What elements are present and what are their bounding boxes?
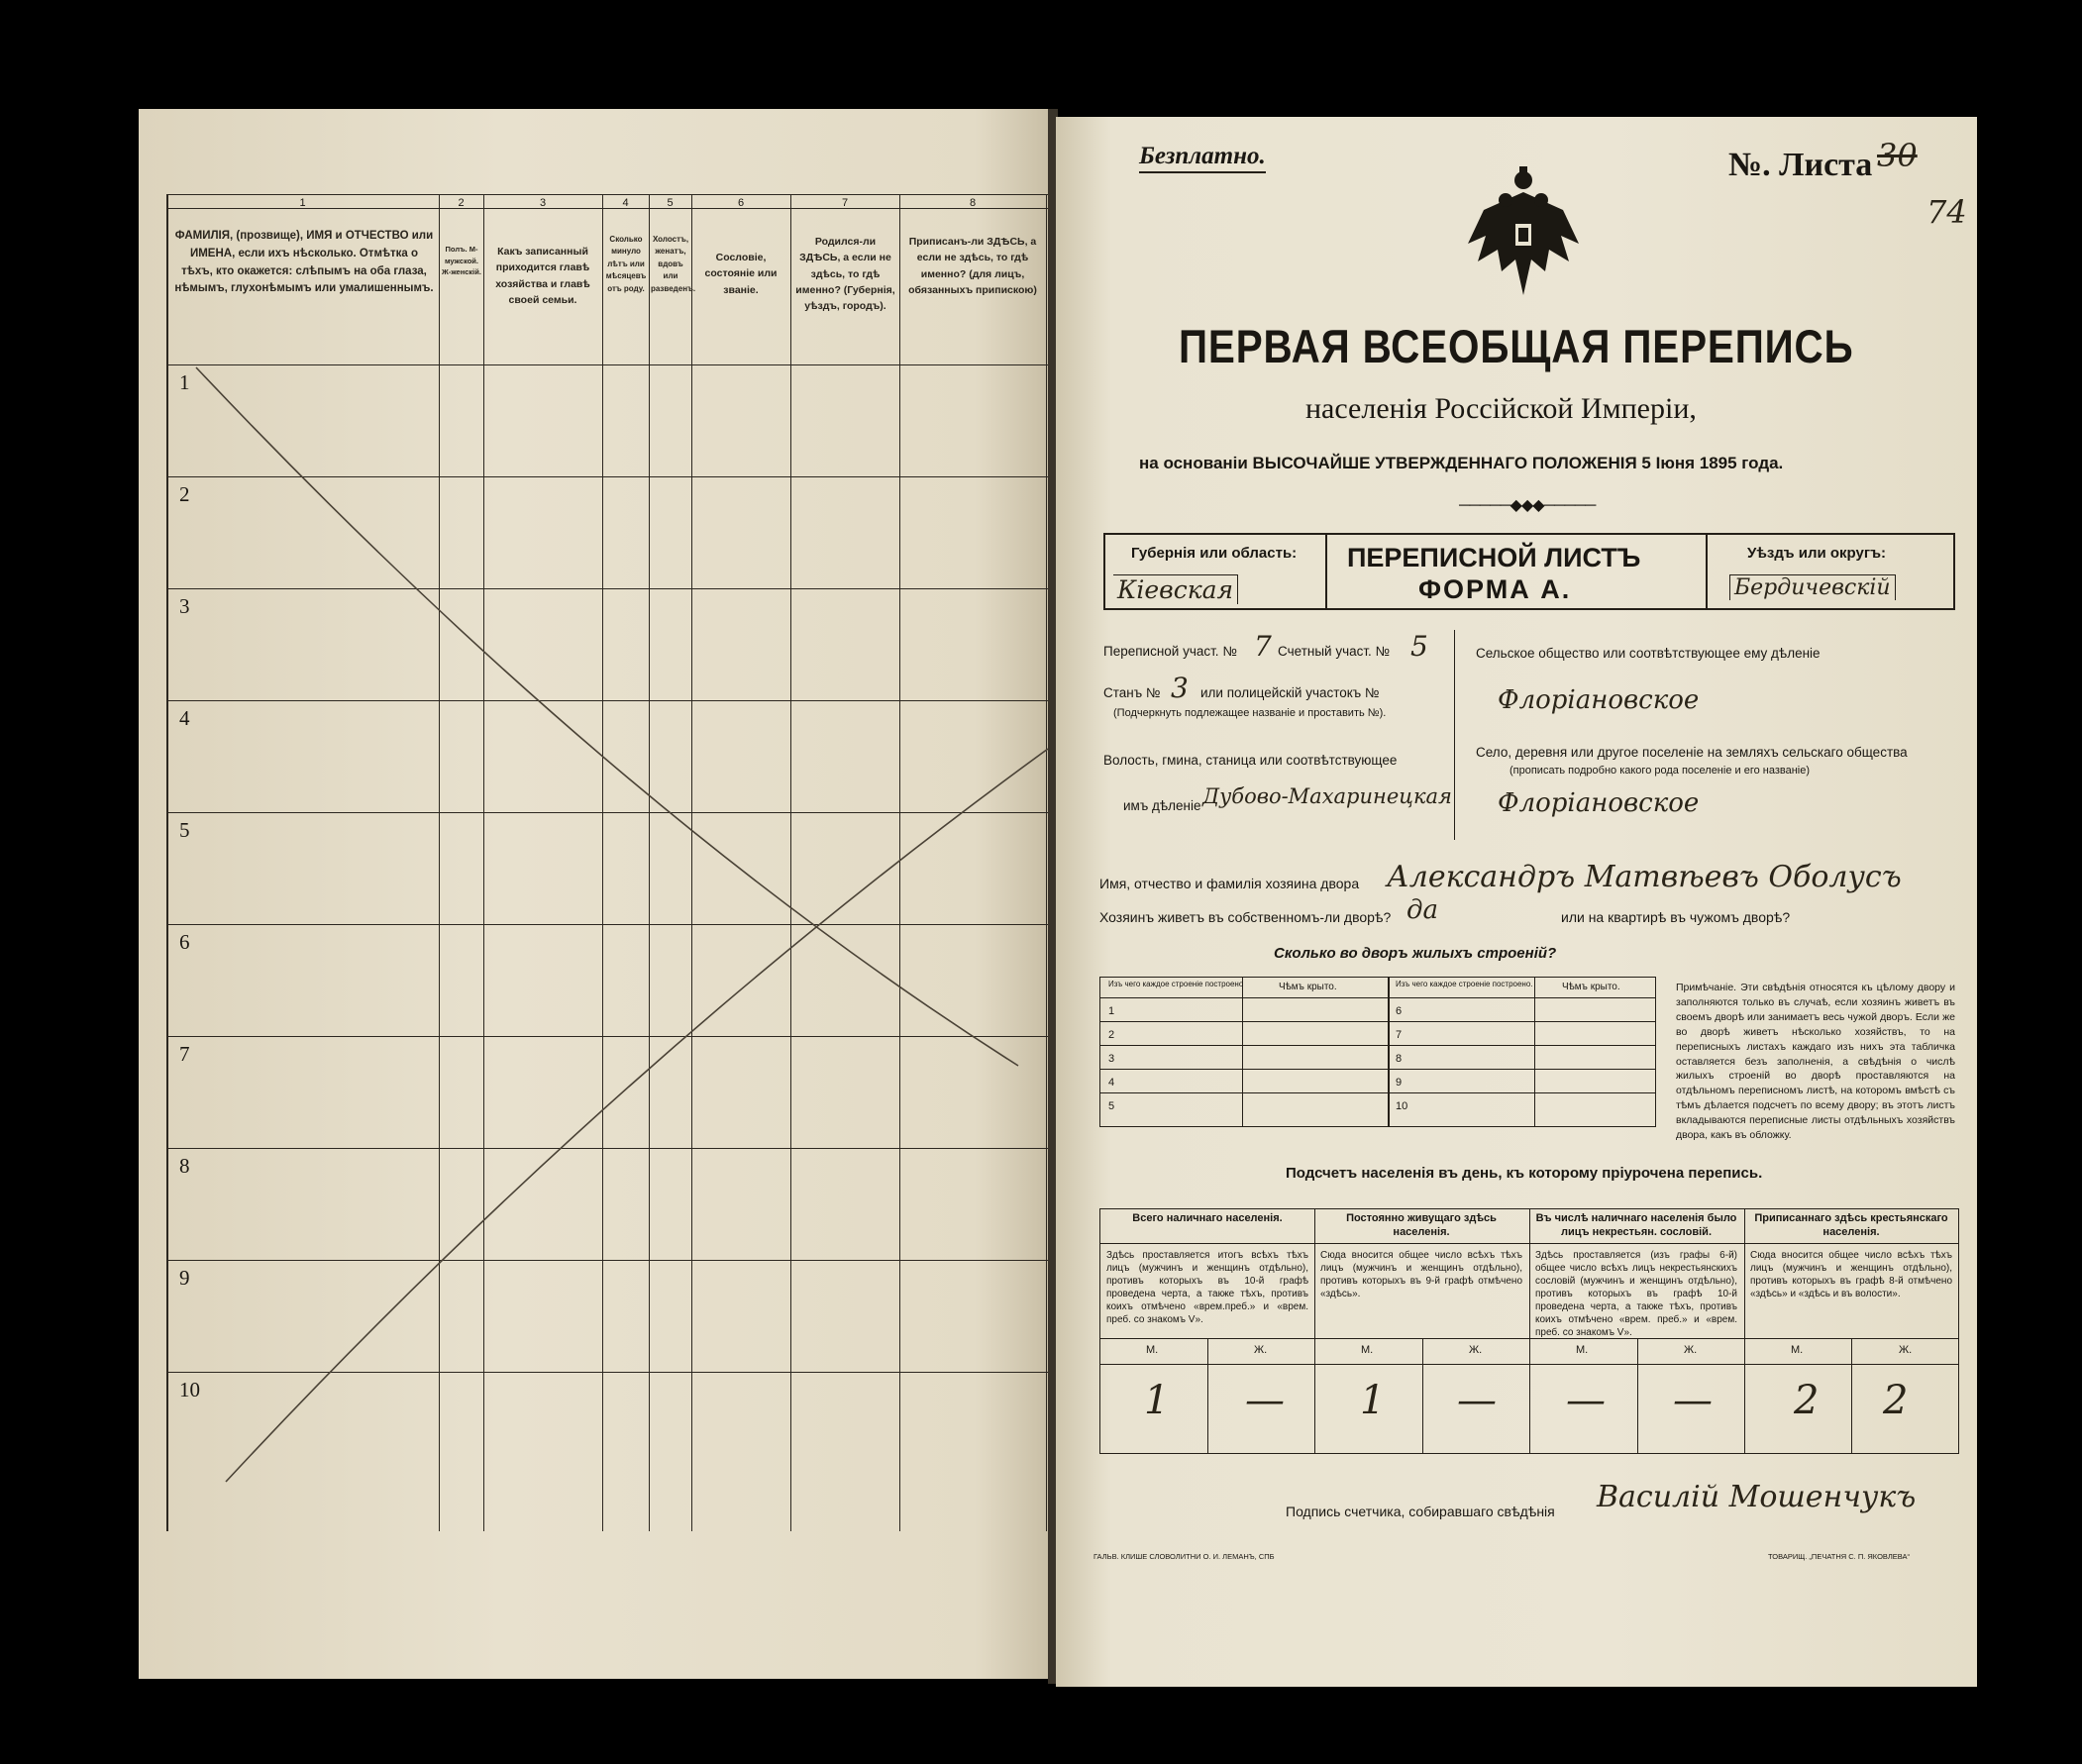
buildings-row-line [1100, 1045, 1655, 1046]
uezd-box [1706, 533, 1955, 610]
permanent-female-value: — [1457, 1378, 1497, 1423]
printer-right: ТОВАРИЩ. „ПЕЧАТНЯ С. П. ЯКОВЛЕВА“ [1768, 1552, 1911, 1561]
count-district-label: Счетный участ. № [1278, 644, 1391, 659]
uezd-value: Бердичевскій [1729, 574, 1896, 600]
column-header-age: Сколько минуло лѣтъ или мѣсяцевъ отъ роду. [605, 235, 647, 293]
district-value: 7 [1254, 630, 1272, 663]
registered-male-value: 2 [1794, 1378, 1820, 1423]
non-peasant-female-value: — [1673, 1378, 1713, 1423]
building-row-number: 3 [1108, 1053, 1115, 1065]
column-number: 6 [737, 197, 745, 209]
building-row-number: 10 [1396, 1100, 1408, 1112]
count-header-non-peasant: Въ числѣ наличнаго населенія было лицъ некрестьян. сословій. [1535, 1212, 1737, 1239]
count-mf-divider [1207, 1338, 1208, 1453]
buildings-note: Примѣчаніе. Эти свѣдѣнія относятся къ цѣлому двору и заполняются только въ случаѣ, если хозяинъ живетъ въ своемъ дворѣ или занимаетъ весь чужой дворъ. Если же во дворѣ живетъ нѣсколько хозяйствъ, то на переписныхъ листахъ каждаго изъ нихъ эта табличка оставляется безъ заполненія, а свѣдѣнія о числѣ жилыхъ строеній во дворѣ проставляются на отдѣльномъ переписномъ листѣ, на которомъ вмѣстѣ съ тѣмъ дѣлается подсчетъ по всему двору; въ этотъ листъ вкладываются переписные листы отдѣльныхъ хозяйствъ двора, какъ въ обложку. [1676, 982, 1955, 1142]
buildings-header-roof: Чѣмъ крыто. [1562, 982, 1620, 992]
count-desc: Здѣсь проставляется (изъ графы 6-й) общее число всѣхъ лицъ некрестьянскихъ сословій (мужчинъ и женщинъ отдѣльно), противъ которыхъ въ графѣ 10-й проведена черта, а также тѣхъ, противъ коихъ отмѣчено «врем. преб.» и «врем. преб. со знакомъ V». [1535, 1250, 1737, 1338]
rented-label: или на квартирѣ въ чужомъ дворѣ? [1561, 909, 1791, 925]
row-number: 5 [179, 818, 190, 842]
row-number: 8 [179, 1154, 190, 1178]
owner-label: Имя, отчество и фамилія хозяина двора [1099, 876, 1360, 891]
building-row-number: 6 [1396, 1005, 1403, 1017]
village-label: Село, деревня или другое поселеніе на земляхъ сельскаго общества [1476, 745, 1908, 760]
column-header-relation: Какъ записанный приходится главѣ хозяйства и главѣ своей семьи. [495, 246, 590, 306]
male-label: М. [1146, 1344, 1159, 1356]
registered-female-value: 2 [1883, 1378, 1909, 1423]
column-header-registration: Приписанъ-ли ЗДѢСЬ, а если не здѣсь, то гдѣ именно? (для лицъ, обязанныхъ припискою) [908, 236, 1037, 296]
count-header-registered: Приписаннаго здѣсь крестьянскаго населенія. [1754, 1212, 1948, 1239]
owner-value: Александръ Матвѣевъ Оболусъ [1387, 860, 1902, 894]
census-title: ПЕРВАЯ ВСЕОБЩАЯ ПЕРЕПИСЬ [1179, 320, 1854, 372]
count-desc-line [1100, 1338, 1958, 1339]
sheet-number-new: 74 [1926, 193, 1967, 231]
count-header-present: Всего наличнаго населенія. [1132, 1212, 1283, 1224]
household-ledger-table [166, 194, 1048, 1531]
population-count-title: Подсчетъ населенія въ день, къ которому пріурочена перепись. [1286, 1165, 1763, 1182]
male-label: М. [1576, 1344, 1589, 1356]
count-col-divider [1529, 1209, 1530, 1453]
underline-note: (Подчеркнуть подлежащее названіе и проставить №). [1113, 707, 1387, 719]
buildings-header-line [1100, 997, 1655, 998]
count-col-divider [1314, 1209, 1315, 1453]
building-row-number: 5 [1108, 1100, 1115, 1112]
count-district-value: 5 [1410, 630, 1428, 663]
count-mf-divider [1637, 1338, 1638, 1453]
column-header-estate: Сословіе, состояніе или званіе. [704, 252, 778, 296]
buildings-row-line [1100, 1092, 1655, 1093]
society-label: Сельское общество или соотвѣтствующее ему дѣленіе [1476, 646, 1821, 661]
column-number: 4 [622, 197, 629, 209]
male-label: М. [1791, 1344, 1804, 1356]
census-legal-basis: на основаніи ВЫСОЧАЙШЕ УТВЕРЖДЕННАГО ПОЛОЖЕНІЯ 5 Іюня 1895 года. [1139, 454, 1784, 472]
buildings-divider [1388, 978, 1390, 1126]
stan-value: 3 [1171, 672, 1189, 704]
volost-value: Дубово-Махаринецкая [1202, 784, 1452, 808]
count-desc: Сюда вносится общее число всѣхъ тѣхъ лицъ (мужчинъ и женщинъ отдѣльно), противъ которыхъ въ графѣ 8-й отмѣчено «здѣсь» и «здѣсь и въ волости». [1750, 1250, 1952, 1299]
present-male-value: 1 [1144, 1378, 1170, 1423]
column-number: 5 [667, 197, 674, 209]
column-number: 8 [969, 197, 977, 209]
count-mf-divider [1851, 1338, 1852, 1453]
police-district-label: или полицейскій участокъ № [1200, 685, 1380, 700]
non-peasant-male-value: — [1566, 1378, 1606, 1423]
free-of-charge-label: Безплатно. [1139, 143, 1266, 173]
row-number: 4 [179, 706, 190, 730]
count-header-permanent: Постоянно живущаго здѣсь населенія. [1346, 1212, 1497, 1239]
imperial-eagle-emblem-icon [1464, 166, 1583, 305]
census-subtitle: населенія Россійской Имперіи, [1305, 392, 1697, 425]
village-note: (прописать подробно какого рода поселеніе и его названіе) [1509, 765, 1811, 777]
permanent-male-value: 1 [1360, 1378, 1386, 1423]
column-number: 7 [841, 197, 849, 209]
count-desc: Сюда вносится общее число всѣхъ тѣхъ лицъ (мужчинъ и женщинъ отдѣльно), противъ которыхъ въ 9-й графѣ отмѣчено «здѣсь». [1320, 1250, 1522, 1299]
sheet-number-label: №. Листа [1728, 147, 1873, 183]
uezd-label: Уѣздъ или округъ: [1747, 545, 1887, 562]
female-label: Ж. [1469, 1344, 1483, 1356]
enumerator-signature: Василій Мошенчукъ [1597, 1480, 1917, 1514]
society-value: Флоріановское [1498, 685, 1700, 715]
column-number: 1 [299, 197, 306, 209]
building-row-number: 1 [1108, 1005, 1115, 1017]
buildings-label: Сколько во дворъ жилыхъ строеній? [1274, 945, 1557, 962]
count-mf-divider [1422, 1338, 1423, 1453]
buildings-table [1099, 977, 1656, 1127]
guberniya-label: Губернія или область: [1131, 545, 1298, 562]
buildings-header-material: Изъ чего каждое строеніе построено. [1396, 980, 1533, 988]
form-title: ФОРМА А. [1418, 574, 1572, 604]
building-row-number: 8 [1396, 1053, 1403, 1065]
population-count-table [1099, 1208, 1959, 1454]
row-number: 2 [179, 482, 190, 506]
column-number: 2 [458, 197, 465, 209]
own-house-label: Хозяинъ живетъ въ собственномъ-ли дворѣ? [1099, 909, 1392, 925]
row-number: 9 [179, 1266, 190, 1290]
column-header-marital: Холостъ, женатъ, вдовъ или разведенъ. [651, 235, 696, 293]
female-label: Ж. [1254, 1344, 1268, 1356]
buildings-row-line [1100, 1021, 1655, 1022]
row-number: 7 [179, 1042, 190, 1066]
buildings-divider [1534, 978, 1535, 1126]
present-female-value: — [1245, 1378, 1285, 1423]
count-desc: Здѣсь проставляется итогъ всѣхъ тѣхъ лицъ (мужчинъ и женщинъ отдѣльно), противъ которыхъ въ 10-й графѣ проведена черта, а также тѣхъ, противъ коихъ отмѣчено «врем.преб.» и «врем. преб. со знакомъ V». [1106, 1250, 1308, 1325]
volost-label: Волость, гмина, станица или соотвѣтствующее [1103, 753, 1398, 768]
district-label: Переписной участ. № [1103, 644, 1237, 659]
buildings-header-material: Изъ чего каждое строеніе построено [1108, 980, 1244, 988]
buildings-divider [1242, 978, 1243, 1126]
building-row-number: 4 [1108, 1077, 1115, 1089]
row-number: 3 [179, 594, 190, 618]
own-house-value: да [1406, 895, 1438, 925]
guberniya-box [1103, 533, 1327, 610]
stan-label: Станъ № [1103, 685, 1161, 700]
location-divider [1454, 630, 1455, 840]
signature-label: Подпись счетчика, собиравшаго свѣдѣнія [1286, 1504, 1555, 1519]
sheet-form-box [1323, 533, 1708, 610]
column-header-sex: Полъ. М-мужской. Ж-женскій. [442, 245, 481, 277]
count-col-divider [1744, 1209, 1745, 1453]
buildings-row-line [1100, 1069, 1655, 1070]
building-row-number: 7 [1396, 1029, 1403, 1041]
column-header-name: ФАМИЛІЯ, (прозвище), ИМЯ и ОТЧЕСТВО или ИМЕНА, если ихъ нѣсколько. Отмѣтка о тѣхъ, кто окажется: слѣпымъ на оба глаза, нѣмымъ, глухонѣмымъ или умалишеннымъ. [174, 230, 434, 295]
sheet-number-crossed: 30 [1877, 137, 1918, 174]
building-row-number: 9 [1396, 1077, 1403, 1089]
ornament-divider: ─────◆◆◆───── [1459, 497, 1596, 514]
male-label: М. [1361, 1344, 1374, 1356]
pencil-cross-out-mark [166, 194, 1048, 1531]
buildings-header-roof: Чѣмъ крыто. [1279, 982, 1337, 992]
female-label: Ж. [1684, 1344, 1698, 1356]
guberniya-value: Кіевская [1113, 574, 1238, 604]
village-value: Флоріановское [1498, 788, 1700, 818]
row-number: 6 [179, 930, 190, 954]
row-number: 10 [179, 1378, 200, 1401]
building-row-number: 2 [1108, 1029, 1115, 1041]
count-header-line [1100, 1243, 1958, 1244]
row-number: 1 [179, 370, 190, 394]
printer-left: ГАЛЬВ. КЛИШЕ СЛОВОЛИТНИ О. И. ЛЕМАНЪ, СПБ [1093, 1552, 1275, 1561]
column-header-birthplace: Родился-ли ЗДѢСЬ, а если не здѣсь, то гдѣ именно? (Губернія, уѣздъ, городъ). [795, 236, 895, 313]
count-mf-line [1100, 1364, 1958, 1365]
volost-label-2: имъ дѣленіе [1123, 798, 1201, 813]
column-number: 3 [539, 197, 547, 209]
female-label: Ж. [1899, 1344, 1913, 1356]
sheet-title: ПЕРЕПИСНОЙ ЛИСТЪ [1347, 543, 1641, 572]
